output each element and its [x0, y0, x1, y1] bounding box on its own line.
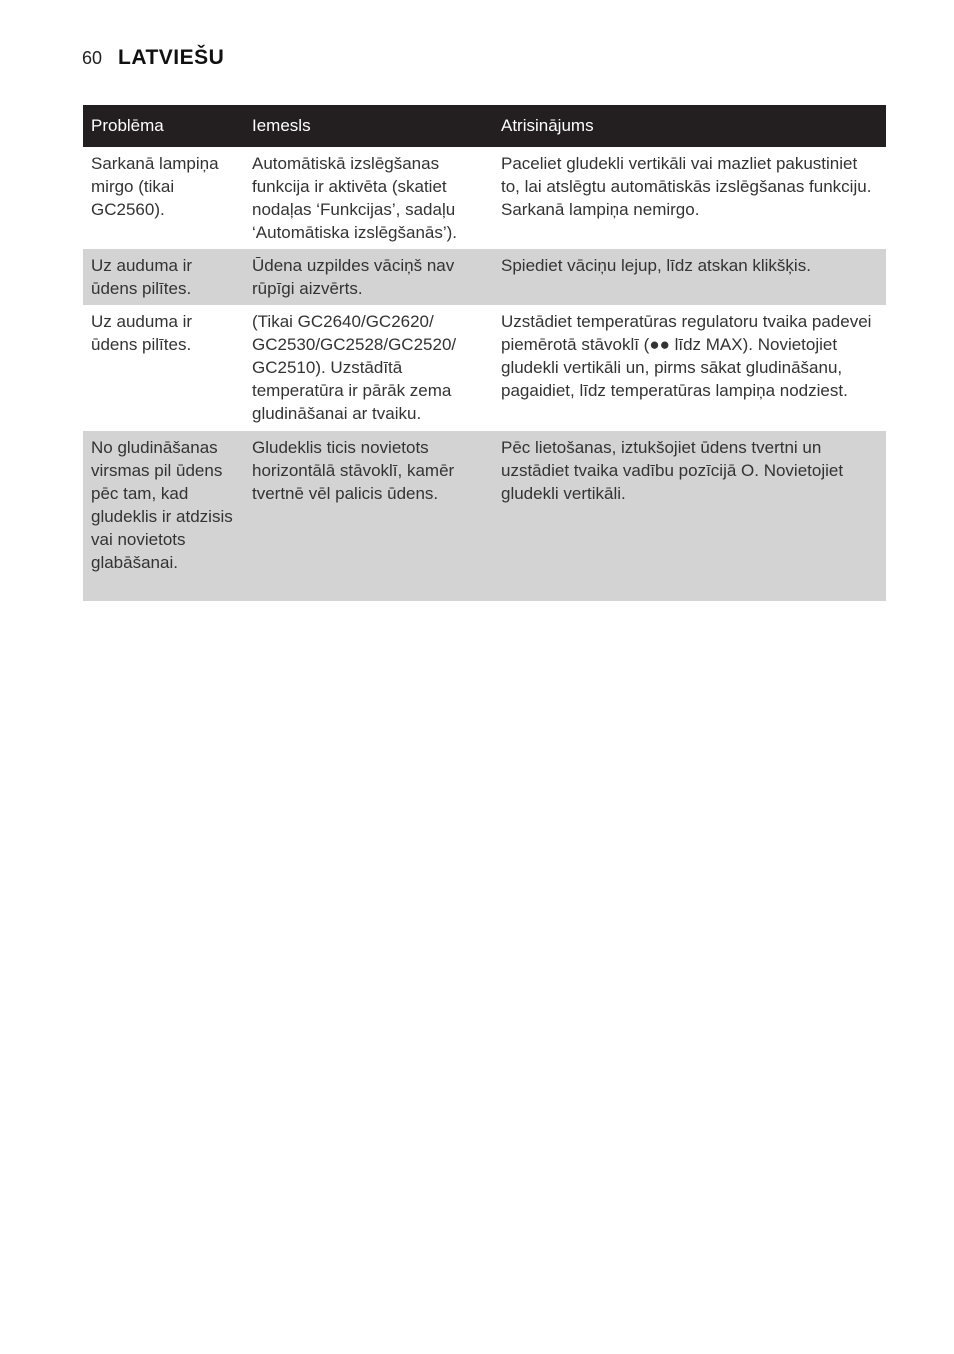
- solution-cell: Uzstādiet temperatūras regulatoru tvaika padevei piemērotā stāvoklī (●● līdz MAX). Novietojiet gludekli vertikāli un, pirms sākat gludināšanu, pagaidiet, līdz temperatūras lampiņa nodziest.: [501, 312, 872, 400]
- section-title: LATVIEŠU: [118, 46, 225, 69]
- solution-cell: Pēc lietošanas, iztukšojiet ūdens tvertni un uzstādiet tvaika vadību pozīcijā O. Novietojiet gludekli vertikāli.: [493, 431, 886, 601]
- cause-cell: Gludeklis ticis novietots horizontālā stāvoklī, kamēr tvertnē vēl palicis ūdens.: [244, 431, 493, 601]
- problem-cell: Uz auduma ir ūdens pilītes.: [91, 312, 193, 354]
- cause-cell: Ūdena uzpildes vāciņš nav rūpīgi aizvērts.: [244, 249, 493, 305]
- cause-cell: (Tikai GC2640/GC2620/ GC2530/GC2528/GC2520/ GC2510). Uzstādītā temperatūra ir pārāk zema gludināšanai ar tvaiku.: [252, 312, 457, 423]
- column-header-problem: Problēma: [83, 105, 244, 147]
- page-header: [82, 46, 224, 76]
- page-number: 60: [82, 48, 103, 68]
- cause-cell: Automātiskā izslēgšanas funkcija ir aktivēta (skatiet nodaļas ‘Funkcijas’, sadaļu ‘Automātiska izslēgšanās’).: [252, 154, 458, 242]
- problem-cell: No gludināšanas virsmas pil ūdens pēc tam, kad gludeklis ir atdzisis vai novietots glabāšanai.: [83, 431, 244, 601]
- table-row: [83, 305, 886, 431]
- column-header-solution: Atrisinājums: [493, 105, 886, 147]
- troubleshooting-table: [83, 105, 886, 601]
- problem-cell: Uz auduma ir ūdens pilītes.: [83, 249, 244, 305]
- table-header-row: [83, 105, 886, 147]
- solution-cell: Paceliet gludekli vertikāli vai mazliet pakustiniet to, lai atslēgtu automātiskās izslēgšanas funkciju. Sarkanā lampiņa nemirgo.: [501, 154, 872, 219]
- column-header-cause: Iemesls: [244, 105, 493, 147]
- table-row: [83, 249, 886, 305]
- problem-cell: Sarkanā lampiņa mirgo (tikai GC2560).: [91, 154, 219, 219]
- solution-cell: Spiediet vāciņu lejup, līdz atskan klikšķis.: [493, 249, 886, 305]
- table-row: [83, 147, 886, 249]
- table-row: [83, 431, 886, 601]
